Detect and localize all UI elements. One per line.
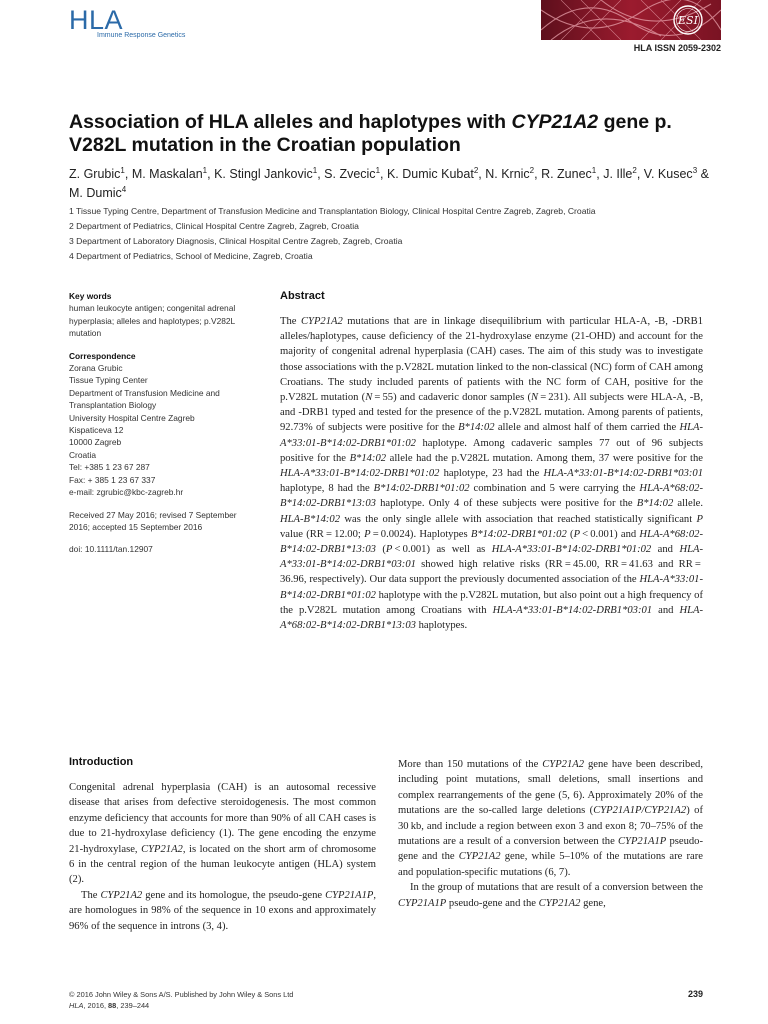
- author-name: M. Dumic: [69, 186, 122, 201]
- article-dates: Received 27 May 2016; revised 7 September 2016; accepted 15 September 2016: [69, 509, 237, 532]
- body-column-left: [69, 780, 376, 934]
- author-affiliation-number: 1: [120, 166, 125, 175]
- affiliation: 2 Department of Pediatrics, Clinical Hospital Centre Zagreb, Zagreb, Croatia: [69, 221, 359, 231]
- doi: doi: 10.1111/tan.12907: [69, 544, 153, 555]
- author-name: N. Krnic: [485, 167, 530, 182]
- title-gene: CYP21A2: [511, 111, 599, 133]
- article-title: [69, 111, 709, 157]
- author-name: K. Stingl Jankovic: [214, 167, 313, 182]
- correspondence-line: e-mail: zgrubic@kbc-zagreb.hr: [69, 487, 184, 498]
- author-name: R. Zunec: [541, 167, 592, 182]
- author-affiliation-number: 1: [312, 166, 318, 175]
- keywords-heading: Key words: [69, 291, 112, 301]
- correspondence-line: Fax: + 385 1 23 67 337: [69, 474, 156, 485]
- correspondence-line: Tissue Typing Center: [69, 375, 148, 386]
- author-affiliation-number: 1: [591, 166, 597, 175]
- abstract-heading: Abstract: [280, 290, 325, 302]
- body-paragraph: Congenital adrenal hyperplasia (CAH) is an autosomal recessive disease that arises from defective steroidogenesis. The most common enzyme deficiency that accounts for more than 90% of all CAH cases is due to 21-hydroxylase deficiency (1). The gene encoding the enzyme 21-hydroxylase, CYP21A2, is located on the short arm of chromosome 6 in the central region of the human leukocyte antigen (HLA) system (2).: [69, 782, 376, 886]
- correspondence-heading: Correspondence: [69, 350, 136, 361]
- correspondence-line: Department of Transfusion Medicine and Transplantation Biology: [69, 387, 220, 411]
- abstract-text: [280, 314, 703, 633]
- body-paragraph: More than 150 mutations of the CYP21A2 gene have been described, including point mutations, small deletions, small insertions and complex rearrangements of the gene (5, 6). Approximately 20% of the mutations are the so-called large deletions (CYP21A1P/CYP21A2) of 30 kb, and include a region between exon 3 and exon 8; 70–75% of the mutations are a result of a conversion between the CYP21A1P pseudo-gene and the CYP21A2 gene, while 5–10% of the mutations are rare and population-specific mutations (6, 7).: [398, 759, 703, 878]
- author-name: S. Zvecic: [324, 167, 376, 182]
- correspondence-line: 10000 Zagreb: [69, 437, 122, 448]
- author-name: V. Kusec: [643, 167, 693, 182]
- author-affiliation-number: 2: [529, 166, 535, 175]
- citation-pages: , 239–244: [116, 1000, 150, 1010]
- author-affiliation-number: 2: [473, 166, 479, 175]
- author-name: J. Ille: [603, 167, 633, 182]
- correspondence-address: [69, 362, 259, 498]
- correspondence-line: Croatia: [69, 449, 96, 460]
- banner-graphic: [541, 0, 721, 40]
- citation-volume: 88: [108, 1000, 117, 1010]
- affiliation: 4 Department of Pediatrics, School of Medicine, Zagreb, Croatia: [69, 251, 313, 261]
- copyright: © 2016 John Wiley & Sons A/S. Published by John Wiley & Sons Ltd: [69, 990, 294, 999]
- journal-logo-text: HLA: [69, 5, 124, 35]
- page-footer: [69, 990, 293, 1011]
- author-name: Z. Grubic: [69, 167, 121, 182]
- article-sidebar: [69, 290, 259, 556]
- citation: [69, 1001, 293, 1012]
- section-heading-introduction: Introduction: [69, 756, 134, 768]
- author-affiliation-number: 1: [375, 166, 381, 175]
- journal-subtitle: Immune Response Genetics: [97, 32, 186, 39]
- citation-journal: HLA: [69, 1000, 84, 1010]
- author-affiliation-number: 3: [692, 166, 698, 175]
- correspondence-line: Kispaticeva 12: [69, 425, 124, 436]
- correspondence-line: Zorana Grubic: [69, 363, 123, 374]
- affiliations: [69, 204, 709, 264]
- body-paragraph: The CYP21A2 gene and its homologue, the pseudo-gene CYP21A1P, are homologues in 98% of the sequence in 10 exons and approximately 96% of the sequence in introns (3, 4).: [69, 889, 376, 932]
- keywords: human leukocyte antigen; congenital adrenal hyperplasia; alleles and haplotypes; p.V282L mutation: [69, 303, 236, 339]
- issn: HLA ISSN 2059-2302: [633, 43, 721, 53]
- affiliation: 1 Tissue Typing Centre, Department of Transfusion Medicine and Transplantation Biology, Clinical Hospital Centre Zagreb, Zagreb, Croatia: [69, 206, 596, 216]
- correspondence-line: University Hospital Centre Zagreb: [69, 412, 195, 423]
- page-number: 239: [687, 989, 703, 999]
- author-name: M. Maskalan: [131, 167, 203, 182]
- journal-logo: [69, 6, 185, 39]
- author-name: K. Dumic Kubat: [386, 167, 474, 182]
- publisher-mark: ESI: [678, 14, 698, 27]
- title-part1: Association of HLA alleles and haplotypes with: [69, 111, 512, 133]
- body-paragraph: In the group of mutations that are result of a conversion between the CYP21A1P pseudo-gene and the CYP21A2 gene,: [398, 882, 703, 909]
- citation-year: , 2016,: [83, 1000, 109, 1010]
- affiliation: 3 Department of Laboratory Diagnosis, Clinical Hospital Centre Zagreb, Zagreb, Croatia: [69, 236, 403, 246]
- header-banner-image: [541, 0, 721, 40]
- title-part2: gene p. V282L mutation in the Croatian population: [69, 111, 672, 156]
- author-affiliation-number: 1: [202, 166, 208, 175]
- abstract-paragraph: The CYP21A2 mutations that are in linkage disequilibrium with particular HLA-A, -B, -DRB1 alleles/haplotypes, cause deficiency of the 21-hydroxylase enzyme (21-OHD) and account for the majority of congenital adrenal hyperplasia (CAH) cases. The aim of this study was to investigate those associations with the p.V282L mutation linked to the non-classical (NC) form of CAH among Croatians. The study included parents of patients with the NC form of CAH, positive for the p.V282L mutation (N = 55) and cadaveric donor samples (N = 231). All subjects were HLA-A, -B, and -DRB1 typed and tested for the presence of the p.V282L mutation. Among parents of patients, 92.73% of subjects were positive for the B*14:02 allele and almost half of them carried the HLA-A*33:01-B*14:02-DRB1*01:02 haplotype. Among cadaveric samples 77 out of 96 subjects positive for the B*14:02 allele had the p.V282L mutation. Among them, 37 were positive for the HLA-A*33:01-B*14:02-DRB1*01:02 haplotype, 23 had the HLA-A*33:01-B*14:02-DRB1*03:01 haplotype, 8 had the B*14:02-DRB1*01:02 combination and 5 were carrying the HLA-A*68:02-B*14:02-DRB1*13:03 haplotype. Only 4 of these subjects were positive for the B*14:02 allele. HLA-B*14:02 was the only single allele with association that reached statistically significant P value (RR = 12.00; P = 0.0024). Haplotypes B*14:02-DRB1*01:02 (P < 0.001) and HLA-A*68:02-B*14:02-DRB1*13:03 (P < 0.001) as well as HLA-A*33:01-B*14:02-DRB1*01:02 and HLA-A*33:01-B*14:02-DRB1*03:01 showed high relative risks (RR = 45.00, RR = 41.63 and RR = 36.96, respectively). Our data support the previously documented association of the HLA-A*33:01-B*14:02-DRB1*01:02 haplotype with the p.V282L mutation, but also point out a high frequency of the p.V282L mutation among Croatians with HLA-A*33:01-B*14:02-DRB1*03:01 and HLA-A*68:02-B*14:02-DRB1*13:03 haplotypes.: [280, 316, 704, 632]
- correspondence-line: Tel: +385 1 23 67 287: [69, 462, 150, 473]
- author-affiliation-number: 4: [121, 185, 127, 195]
- author-list: Z. Grubic$^1$, M. Maskalan$^1$, K. Stingl Jankovic$^1$, S. Zvecic$^1$, K. Dumic Kubat$^2$, N. Krnic$^2$, R. Zunec$^1$, J. Ille$^2$, V. Kusec$^3$ & M. Dumic$^4$: [69, 166, 709, 201]
- author-affiliation-number: 2: [632, 166, 637, 175]
- body-column-right: [398, 757, 703, 911]
